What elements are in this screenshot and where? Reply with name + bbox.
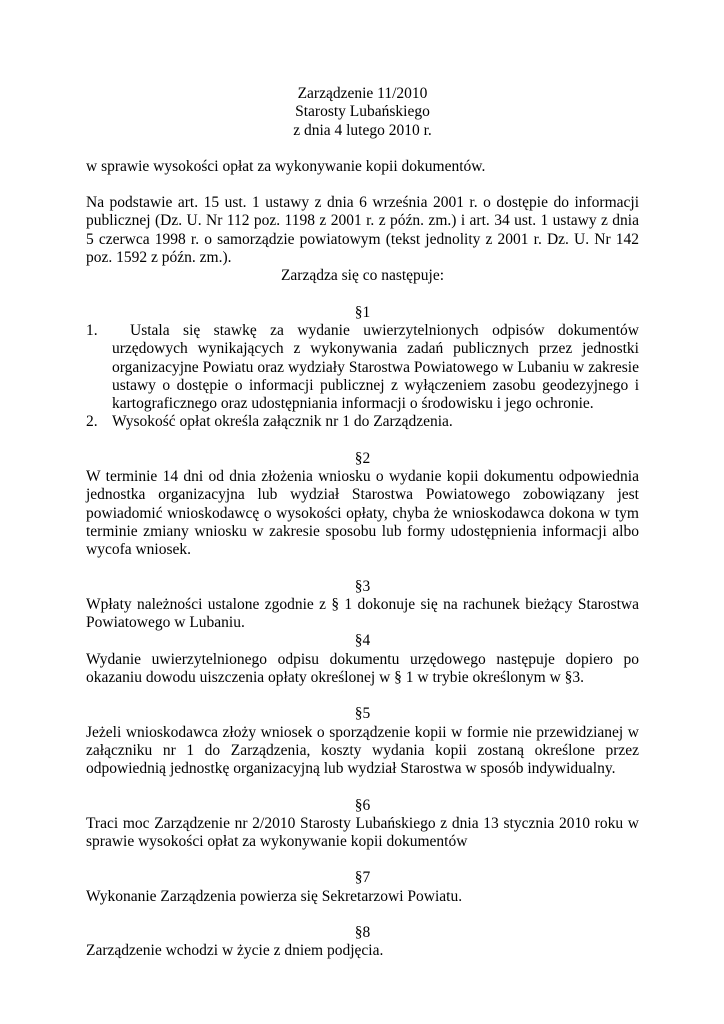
section-2-text: W terminie 14 dni od dnia złożenia wniosku o wydanie kopii dokumentu odpowiednia jednostka organizacyjna lub wydział Starostwa Powiatowego zobowiązany jest powiadomić wnioskodawcę o wysokości opłaty, chyba że wnioskodawca dokona w tym terminie zmiany wniosku w zakresie sposobu lub formy udostępnienia informacji albo wycofa wniosek. xyxy=(86,468,639,559)
section-8-text: Zarządzenie wchodzi w życie z dniem podjęcia. xyxy=(86,942,384,960)
section-4 xyxy=(86,632,639,687)
section-7-text: Wykonanie Zarządzenia powierza się Sekretarzowi Powiatu. xyxy=(86,887,463,905)
section-8 xyxy=(86,924,639,961)
header-issuer: Starosty Lubańskiego xyxy=(295,103,430,121)
section-6-title: §6 xyxy=(354,796,371,814)
section-6-text: Traci moc Zarządzenie nr 2/2010 Starosty Lubańskiego z dnia 13 stycznia 2010 roku w sprawie wysokości opłat za wykonywanie kopii dokumentów xyxy=(86,814,639,851)
list-item xyxy=(86,322,639,413)
section-1 xyxy=(86,304,639,432)
section-4-title: §4 xyxy=(354,632,371,650)
decree-line: Zarządza się co następuje: xyxy=(280,267,445,285)
list-item xyxy=(86,413,639,431)
section-5 xyxy=(86,705,639,778)
section-4-text: Wydanie uwierzytelnionego odpisu dokumentu urzędowego następuje dopiero po okazaniu dowodu uiszczenia opłaty określonej w § 1 w trybie określonym w §3. xyxy=(86,650,639,687)
section-2-title: §2 xyxy=(354,449,371,467)
section-3-text: Wpłaty należności ustalone zgodnie z § 1 dokonuje się na rachunek bieżący Starostwa Powiatowego w Lubaniu. xyxy=(86,595,639,632)
section-3-title: §3 xyxy=(354,577,371,595)
list-item-text: Ustala się stawkę za wydanie uwierzytelnionych odpisów dokumentów urzędowych wynikających z wykonywania zadań publicznych przez jednostki organizacyjne Powiatu oraz wydziały Starostwa Powiatowego w Lubaniu w zakresie ustawy o dostępie o informacji publicznej z wyłączeniem zasobu geodezyjnego i kartograficznego oraz udostępniania informacji o środowisku i jego ochronie. xyxy=(112,321,639,413)
section-3 xyxy=(86,578,639,633)
list-item-number: 2. xyxy=(86,413,98,431)
section-1-title: §1 xyxy=(354,303,371,321)
header-title: Zarządzenie 11/2010 xyxy=(297,85,428,102)
list-item-number: 1. xyxy=(86,321,98,339)
section-2 xyxy=(86,450,639,560)
list-item-text: Wysokość opłat określa załącznik nr 1 do Zarządzenia. xyxy=(112,413,453,431)
document-page xyxy=(86,85,639,961)
header-date: z dnia 4 lutego 2010 r. xyxy=(293,121,432,139)
section-7 xyxy=(86,869,639,906)
section-1-list xyxy=(86,322,639,432)
section-5-title: §5 xyxy=(354,705,371,723)
document-header xyxy=(86,85,639,140)
section-5-text: Jeżeli wnioskodawca złoży wniosek o sporządzenie kopii w formie nie przewidzianej w załączniku nr 1 do Zarządzenia, koszty wydania kopii zostaną określone przez odpowiednią jednostkę organizacyjną lub wydział Starostwa w sposób indywidualny. xyxy=(86,723,639,778)
section-7-title: §7 xyxy=(354,869,371,887)
section-8-title: §8 xyxy=(354,923,371,941)
section-6 xyxy=(86,797,639,852)
legal-basis: Na podstawie art. 15 ust. 1 ustawy z dnia 6 września 2001 r. o dostępie do informacji publicznej (Dz. U. Nr 112 poz. 1198 z 2001 r. z późn. zm.) i art. 34 ust. 1 ustawy z dnia 5 czerwca 1998 r. o samorządzie powiatowym (tekst jednolity z 2001 r. Dz. U. Nr 142 poz. 1592 z późn. zm.). xyxy=(86,194,639,267)
document-subject: w sprawie wysokości opłat za wykonywanie kopii dokumentów. xyxy=(86,157,486,175)
